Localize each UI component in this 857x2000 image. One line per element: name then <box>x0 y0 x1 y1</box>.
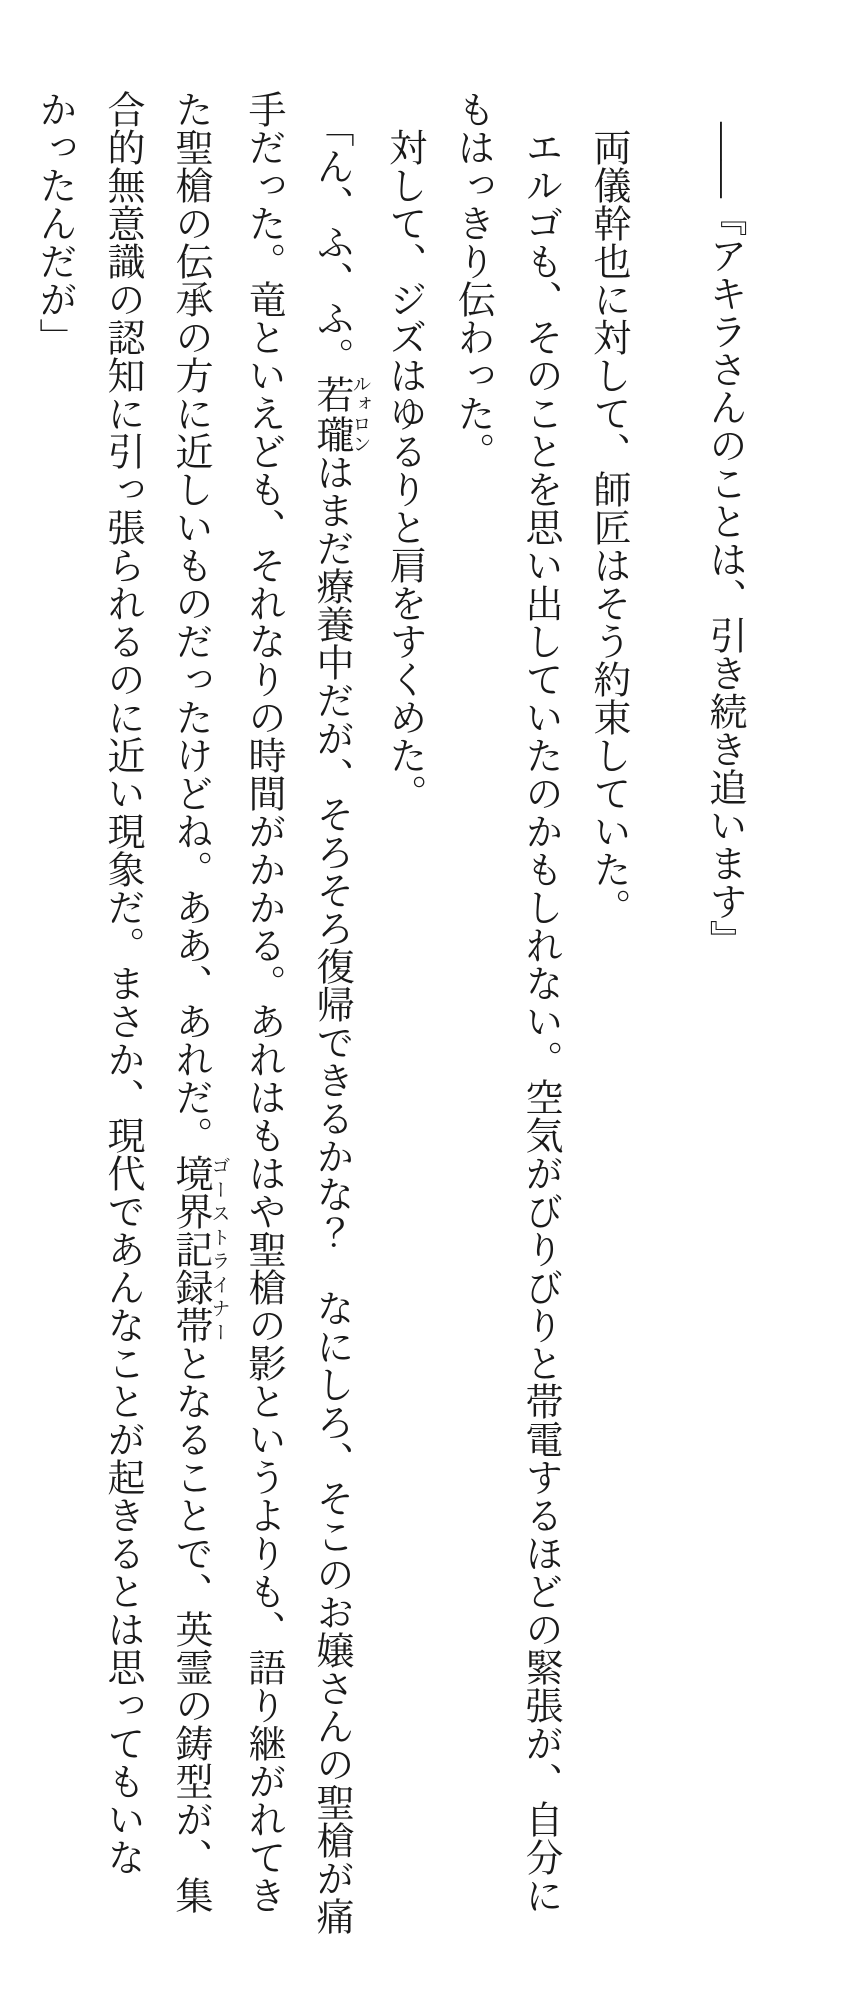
text-line-7 <box>229 90 297 1970</box>
ruby-annotation: ゴーストライナー <box>208 1154 230 1344</box>
text-run: もはっきり伝わった。 <box>451 90 493 470</box>
text-run: 対して、ジズはゆるりと肩をすくめた。 <box>383 128 425 812</box>
text-line-5 <box>370 90 438 1970</box>
text-line-4 <box>438 90 506 1970</box>
text-line-2 <box>574 90 642 1970</box>
ruby-annotation: ルォロン <box>349 374 371 454</box>
text-line-3 <box>506 90 574 1970</box>
text-run: はまだ療養中だが、そろそろ復帰できるかな？ なにしろ、そこのお嬢さんの聖槍が痛 <box>310 453 352 1935</box>
text-run: 手だった。竜といえども、それなりの時間がかかる。あれはもはや聖槍の影というよりも、語り継がれてき <box>242 90 284 1914</box>
text-line-6 <box>297 90 370 1970</box>
text-run: エルゴも、そのことを思い出していたのかもしれない。空気がびりびりと帯電するほどの緊張が、自分に <box>519 128 561 1914</box>
text-line-8 <box>156 90 229 1970</box>
text-run: 「ん、ふ、ふ。 <box>310 109 352 375</box>
text-line-10 <box>20 90 88 1970</box>
text-run: 合的無意識の認知に引っ張られるのに近い現象だ。まさか、現代であんなことが起きるとは思ってもいな <box>101 90 143 1876</box>
ruby-base: 若瓏ルォロン <box>310 374 371 454</box>
text-run: 両儀幹也に対して、師匠はそう約束していた。 <box>587 128 629 926</box>
ruby-base: 境界記録帯ゴーストライナー <box>169 1154 230 1344</box>
text-run: ――『アキラさんのことは、引き続き追います』 <box>703 122 745 958</box>
text-run: た聖槍の伝承の方に近しいものだったけどね。ああ、あれだ。 <box>169 90 211 1154</box>
text-run: となることで、英霊の鋳型が、集 <box>169 1344 211 1914</box>
text-run: かったんだが」 <box>33 90 75 356</box>
text-line-1 <box>690 90 758 1970</box>
text-line-9 <box>88 90 156 1970</box>
